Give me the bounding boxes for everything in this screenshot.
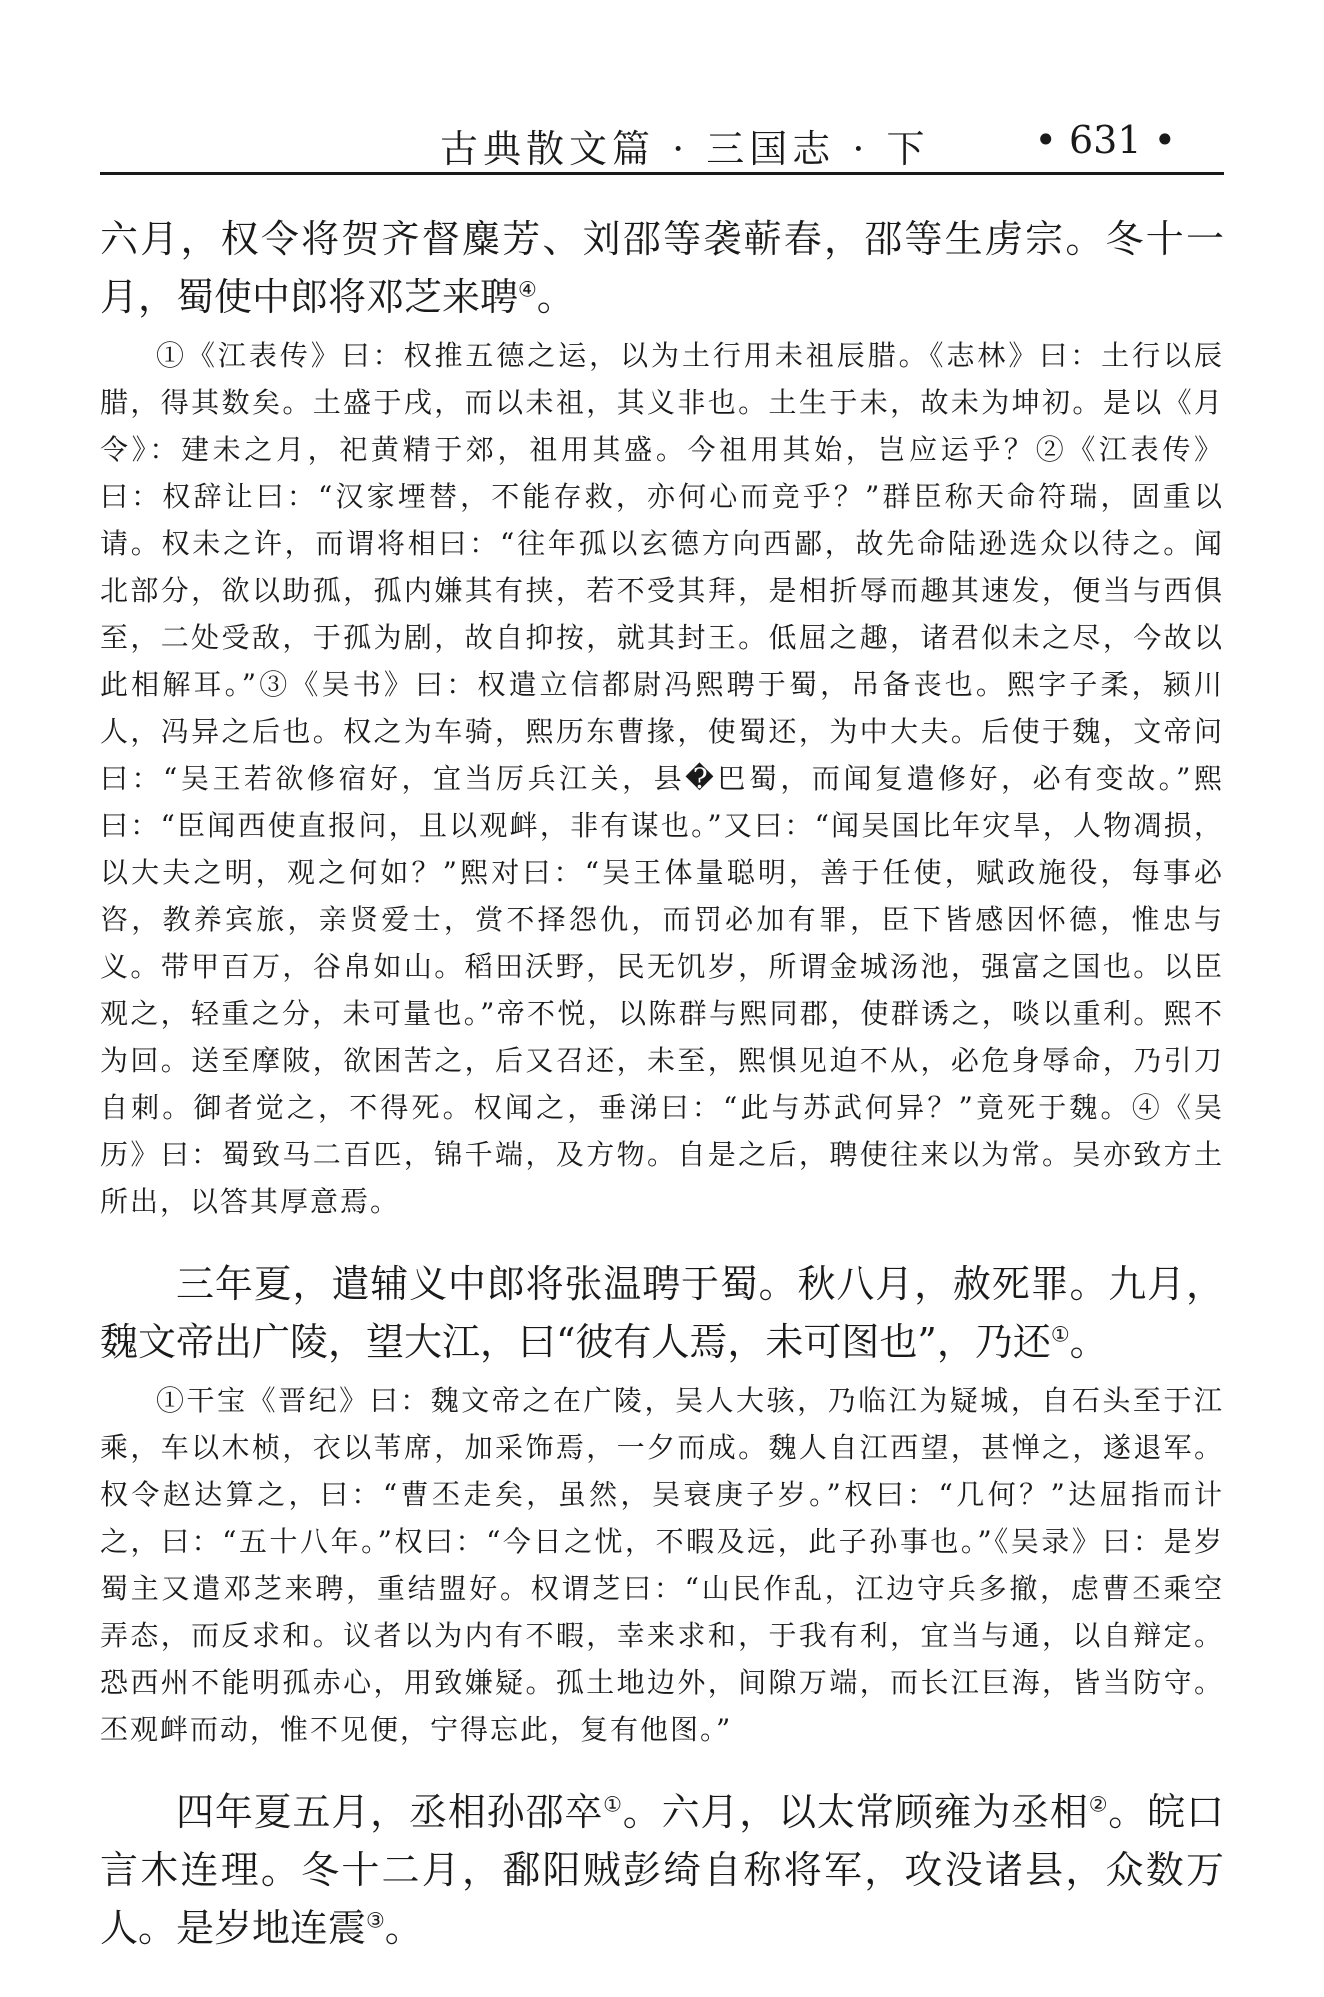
header-title: 古典散文篇 · 三国志 · 下 <box>440 127 930 171</box>
main-text: 三年夏，遣辅义中郎将张温聘于蜀。秋八月，赦死罪。九月，魏文帝出广陵，望大江，曰“彼有人焉，未可图也”，乃还 <box>100 1262 1224 1364</box>
main-text: 四年夏五月，丞相孙邵卒 <box>176 1790 604 1834</box>
footnote-marker: ④ <box>518 277 537 302</box>
main-text-end: 。 <box>536 275 575 319</box>
footnote-marker: ③ <box>366 1908 385 1933</box>
page-number: • 631 • <box>1034 118 1176 162</box>
footnote-marker: ① <box>603 1792 623 1817</box>
annotation-paragraph: ①干宝《晋纪》曰：魏文帝之在广陵，吴人大骇，乃临江为疑城，自石头至于江乘，车以木桢，衣以苇席，加采饰焉，一夕而成。魏人自江西望，甚惮之，遂退军。权令赵达算之，曰：“曹丕走矣，虽然，吴衰庚子岁。”权曰：“几何？”达屈指而计之，曰：“五十八年。”权曰：“今日之忧，不暇及远，此子孙事也。”《吴录》曰：是岁蜀主又遣邓芝来聘，重结盟好。权谓芝曰：“山民作乱，江边守兵多撤，虑曹丕乘空弄态，而反求和。议者以为内有不暇，幸来求和，于我有利，宜当与通，以自辩定。恐西州不能明孤赤心，用致嫌疑。孤土地边外，间隙万端，而长江巨海，皆当防守。丕观衅而动，惟不见便，宁得忘此，复有他图。” <box>100 1384 1224 1746</box>
main-paragraph <box>100 210 1224 326</box>
footnote-marker: ② <box>1088 1792 1109 1817</box>
main-text: 六月，权令将贺齐督麋芳、刘邵等袭蕲春，邵等生虏宗。冬十一月，蜀使中郎将邓芝来聘 <box>100 217 1224 319</box>
main-paragraph <box>100 1255 1224 1371</box>
main-text: 。六月，以太常顾雍为丞相 <box>622 1790 1089 1834</box>
main-paragraph <box>100 1783 1224 1957</box>
main-text-end: 。 <box>1069 1320 1108 1364</box>
page-body <box>100 210 1224 1957</box>
main-text-end: 。 <box>384 1906 423 1950</box>
main-text: 。皖口言木连理。冬十二月，鄱阳贼彭绮自称将军，攻没诸县，众数万人。是岁地连震 <box>100 1790 1224 1950</box>
annotation-paragraph: ①《江表传》曰：权推五德之运，以为土行用未祖辰腊。《志林》曰：土行以辰腊，得其数矣。土盛于戌，而以未祖，其义非也。土生于未，故未为坤初。是以《月令》：建未之月，祀黄精于郊，祖用其盛。今祖用其始，岂应运乎？②《江表传》曰：权辞让曰：“汉家堙替，不能存救，亦何心而竞乎？”群臣称天命符瑞，固重以请。权未之许，而谓将相曰：“往年孤以玄德方向西鄙，故先命陆逊选众以待之。闻北部分，欲以助孤，孤内嫌其有挟，若不受其拜，是相折辱而趣其速发，便当与西俱至，二处受敌，于孤为剧，故自抑按，就其封王。低屈之趣，诸君似未之尽，今故以此相解耳。”③《吴书》曰：权遣立信都尉冯熙聘于蜀，吊备丧也。熙字子柔，颍川人，冯异之后也。权之为车骑，熙历东曹掾，使蜀还，为中大夫。后使于魏，文帝问曰：“吴王若欲修宿好，宜当厉兵江关，县�巴蜀，而闻复遣修好，必有变故。”熙曰：“臣闻西使直报问，且以观衅，非有谋也。”又曰：“闻吴国比年灾旱，人物凋损，以大夫之明，观之何如？”熙对曰：“吴王体量聪明，善于任使，赋政施役，每事必咨，教养宾旅，亲贤爱士，赏不择怨仇，而罚必加有罪，臣下皆感因怀德，惟忠与义。带甲百万，谷帛如山。稻田沃野，民无饥岁，所谓金城汤池，强富之国也。以臣观之，轻重之分，未可量也。”帝不悦，以陈群与熙同郡，使群诱之，啖以重利。熙不为回。送至摩陂，欲困苦之，后又召还，未至，熙惧见迫不从，必危身辱命，乃引刀自刺。御者觉之，不得死。权闻之，垂涕曰：“此与苏武何异？”竟死于魏。④《吴历》曰：蜀致马二百匹，锦千端，及方物。自是之后，聘使往来以为常。吴亦致方土所出，以答其厚意焉。 <box>100 339 1224 1218</box>
header-rule <box>100 172 1224 175</box>
running-header <box>100 110 1224 172</box>
footnote-marker: ① <box>1050 1322 1070 1347</box>
